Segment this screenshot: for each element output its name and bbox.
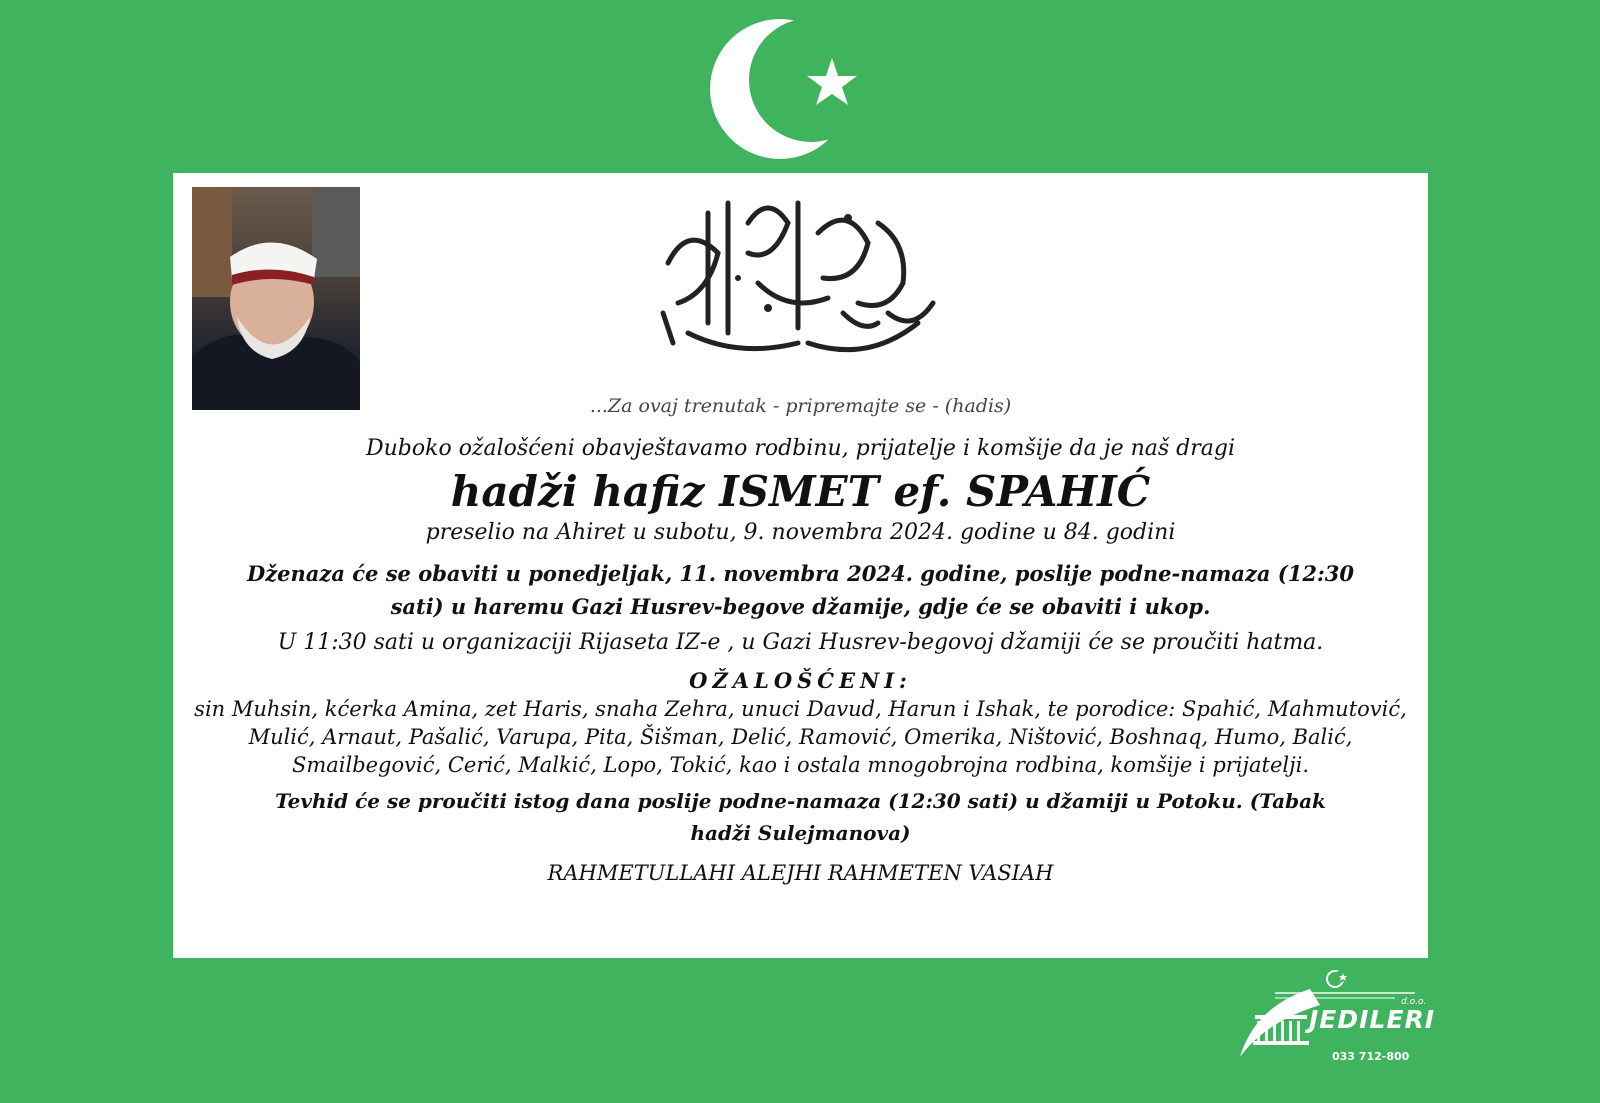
closing-prayer: RAHMETULLAHI ALEJHI RAHMETEN VASIAH <box>547 861 1054 885</box>
funeral-info: Dženaza će se obaviti u ponedjeljak, 11. novembra 2024. godine, poslije podne-namaza (12:30 sati) u haremu Gazi Husrev-begove džamije, gdje će se obaviti i ukop. <box>247 561 1354 619</box>
tevhid-info: Tevhid će se proučiti istog dana poslije podne-namaza (12:30 sati) u džamiji u Potoku. (Tabak hadži Sulejmanova) <box>275 789 1326 845</box>
hatma-info: U 11:30 sati u organizaciji Rijaseta IZ-e , u Gazi Husrev-begovoj džamiji će se proučiti hatma. <box>277 630 1324 655</box>
logo-phone: 033 712-800 <box>1332 1050 1410 1063</box>
death-info: preselio na Ahiret u subotu, 9. novembra 2024. godine u 84. godini <box>425 520 1176 545</box>
logo-suffix: d.o.o. <box>1401 997 1427 1007</box>
crescent-star-icon <box>705 14 880 164</box>
arabic-calligraphy-image <box>648 183 948 383</box>
logo-name: JEDILERI <box>1309 1005 1435 1034</box>
mourners-list: sin Muhsin, kćerka Amina, zet Haris, snaha Zehra, unuci Davud, Harun i Ishak, te porodice: Spahić, Mahmutović, Mulić, Arnaut, Pašalić, Varupa, Pita, Šišman, Delić, Ramović, Omerika, Ništović, Boshnaq, Humo, Balić, Smailbegović, Cerić, Malkić, Lopo, Tokić, kao i ostala mnogobrojna rodbina, komšije i prijatelji. <box>194 697 1407 777</box>
mourners-title: OŽALOŠĆENI: <box>689 668 912 693</box>
obituary-card <box>173 173 1428 958</box>
intro-text: Duboko ožalošćeni obavještavamo rodbinu, prijatelje i komšije da je naš dragi <box>365 436 1236 461</box>
hadith-quote: ...Za ovaj trenutak - pripremajte se - (hadis) <box>589 395 1012 417</box>
portrait-photo <box>192 187 360 410</box>
company-logo <box>1235 967 1435 1067</box>
deceased-name: hadži hafiz ISMET ef. SPAHIĆ <box>450 467 1151 516</box>
notice-body <box>183 435 1418 887</box>
